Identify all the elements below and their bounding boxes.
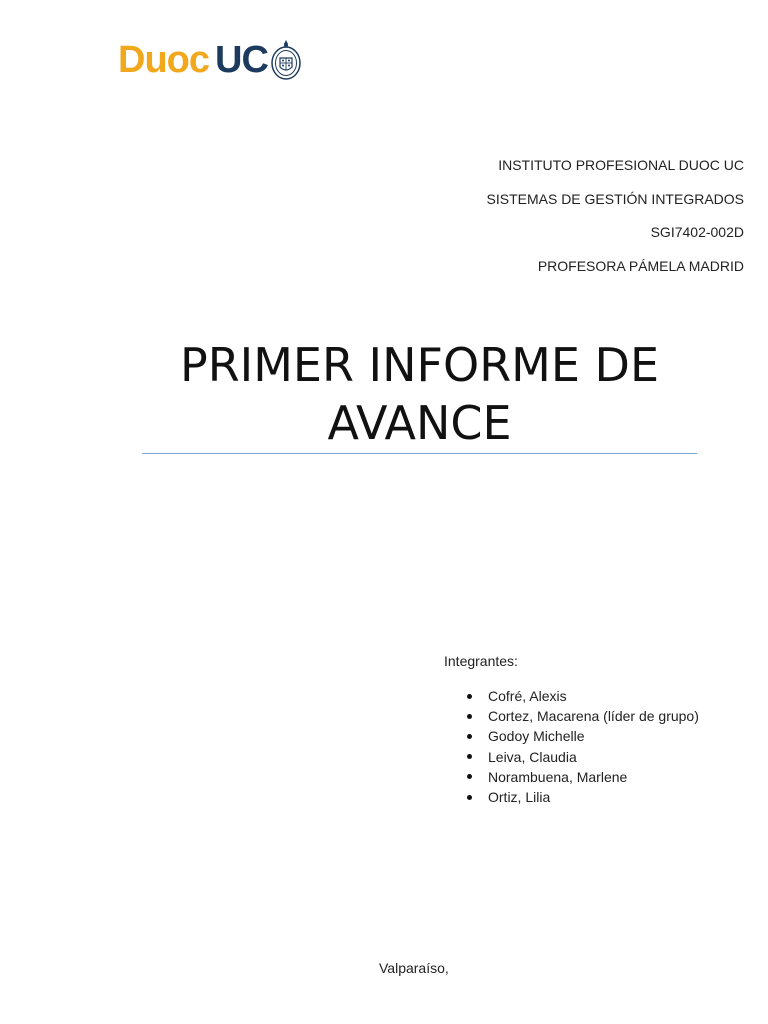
title-line-2: AVANCE <box>327 396 512 450</box>
university-seal-icon <box>270 38 302 82</box>
members-label: Integrantes: <box>444 653 518 669</box>
list-item <box>464 686 699 706</box>
bullet-icon <box>467 714 472 719</box>
list-item <box>464 787 699 807</box>
members-list <box>464 686 699 807</box>
bullet-icon <box>467 694 472 699</box>
member-name: Cofré, Alexis <box>488 688 567 705</box>
bullet-icon <box>467 734 472 739</box>
duoc-uc-logo <box>118 36 302 84</box>
member-name: Norambuena, Marlene <box>488 768 628 785</box>
list-item <box>464 747 699 767</box>
course-section: SGI7402-002D <box>650 224 744 240</box>
member-name: Godoy Michelle <box>488 728 585 745</box>
logo-text-duoc: Duoc <box>118 39 209 81</box>
institution-name: INSTITUTO PROFESIONAL DUOC UC <box>498 157 744 173</box>
document-header <box>487 154 744 288</box>
list-item <box>464 767 699 787</box>
bullet-icon <box>467 754 472 759</box>
professor-name: PROFESORA PÁMELA MADRID <box>537 257 744 274</box>
member-name: Cortez, Macarena (líder de grupo) <box>488 708 699 725</box>
list-item <box>464 726 699 746</box>
course-name: SISTEMAS DE GESTIÓN INTEGRADOS <box>486 190 744 207</box>
title-underline-divider <box>142 453 697 454</box>
city-date-line: Valparaíso, <box>379 960 449 976</box>
list-item <box>464 706 699 726</box>
bullet-icon <box>467 795 472 800</box>
logo-text-uc: UC <box>215 39 268 81</box>
document-title <box>142 336 697 452</box>
member-name: Ortiz, Lilia <box>488 789 551 806</box>
title-line-1: PRIMER INFORME DE <box>179 338 660 392</box>
bullet-icon <box>467 774 472 779</box>
member-name: Leiva, Claudia <box>488 748 577 765</box>
